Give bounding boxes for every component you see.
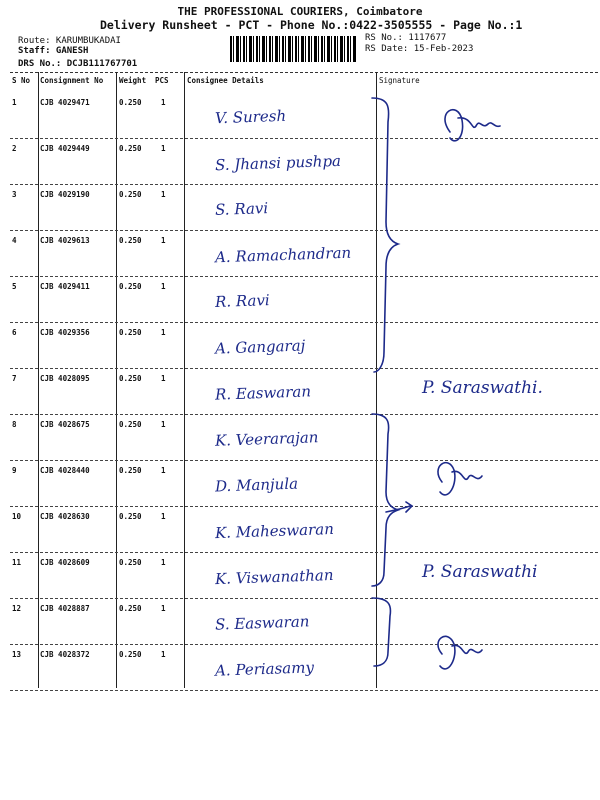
cell-sno: 3 xyxy=(12,190,17,199)
cell-pcs: 1 xyxy=(161,98,166,107)
consignee-name: S. Jhansi pushpa xyxy=(214,151,342,175)
cell-weight: 0.250 xyxy=(119,98,142,107)
cell-weight: 0.250 xyxy=(119,144,142,153)
cell-sno: 1 xyxy=(12,98,17,107)
consignee-name: K. Viswanathan xyxy=(214,565,334,589)
header-weight: Weight xyxy=(119,76,147,85)
runsheet-subtitle: Delivery Runsheet - PCT - Phone No.:0422-3505555 - Page No.:1 xyxy=(100,18,523,32)
cell-weight: 0.250 xyxy=(119,190,142,199)
route-label: Route: KARUMBUKADAI xyxy=(18,36,121,46)
cell-consignment: CJB 4028887 xyxy=(40,604,90,613)
cell-pcs: 1 xyxy=(161,466,166,475)
cell-pcs: 1 xyxy=(161,282,166,291)
cell-sno: 9 xyxy=(12,466,17,475)
cell-pcs: 1 xyxy=(161,650,166,659)
cell-consignment: CJB 4029356 xyxy=(40,328,90,337)
signature-scribble xyxy=(438,463,482,495)
bracket-mark xyxy=(372,598,390,666)
cell-consignment: CJB 4029471 xyxy=(40,98,90,107)
cell-weight: 0.250 xyxy=(119,374,142,383)
runsheet-table xyxy=(10,72,598,688)
cell-sno: 10 xyxy=(12,512,22,521)
cell-pcs: 1 xyxy=(161,604,166,613)
cell-pcs: 1 xyxy=(161,512,166,521)
cell-sno: 13 xyxy=(12,650,22,659)
consignee-name: A. Ramachandran xyxy=(214,243,352,267)
rs-date: RS Date: 15-Feb-2023 xyxy=(365,44,474,54)
bracket-mark xyxy=(372,98,398,372)
cell-pcs: 1 xyxy=(161,420,166,429)
cell-pcs: 1 xyxy=(161,144,166,153)
consignee-name: K. Veerarajan xyxy=(214,428,319,450)
cell-weight: 0.250 xyxy=(119,558,142,567)
consignee-name: A. Gangaraj xyxy=(214,336,306,358)
cell-consignment: CJB 4028630 xyxy=(40,512,90,521)
signature-text: P. Saraswathi. xyxy=(422,378,543,398)
cell-weight: 0.250 xyxy=(119,328,142,337)
company-title: THE PROFESSIONAL COURIERS, Coimbatore xyxy=(177,5,423,18)
header-signature: Signature xyxy=(379,76,420,85)
cell-weight: 0.250 xyxy=(119,512,142,521)
cell-sno: 7 xyxy=(12,374,17,383)
bracket-mark xyxy=(372,414,398,586)
consignee-name: S. Easwaran xyxy=(214,612,310,634)
cell-consignment: CJB 4029613 xyxy=(40,236,90,245)
consignee-name: D. Manjula xyxy=(214,474,299,496)
cell-weight: 0.250 xyxy=(119,466,142,475)
signature-scribble xyxy=(438,636,482,669)
signature-scribble xyxy=(445,110,500,141)
consignee-name: R. Easwaran xyxy=(214,382,312,404)
cell-consignment: CJB 4028675 xyxy=(40,420,90,429)
row-divider xyxy=(10,690,598,691)
cell-sno: 2 xyxy=(12,144,17,153)
cell-consignment: CJB 4029449 xyxy=(40,144,90,153)
cell-sno: 8 xyxy=(12,420,17,429)
cell-sno: 5 xyxy=(12,282,17,291)
cell-weight: 0.250 xyxy=(119,604,142,613)
cell-weight: 0.250 xyxy=(119,236,142,245)
cell-consignment: CJB 4028095 xyxy=(40,374,90,383)
consignee-name: R. Ravi xyxy=(214,291,270,311)
cell-consignment: CJB 4029190 xyxy=(40,190,90,199)
signature-text: P. Saraswathi xyxy=(422,562,538,582)
cell-sno: 11 xyxy=(12,558,22,567)
consignee-name: V. Suresh xyxy=(214,106,287,128)
consignee-name: S. Ravi xyxy=(214,199,269,219)
barcode-image xyxy=(230,36,356,62)
drs-number: DRS No.: DCJB111767701 xyxy=(18,59,138,69)
header-pcs: PCS xyxy=(155,76,169,85)
cell-sno: 4 xyxy=(12,236,17,245)
header-consignment: Consignment No xyxy=(40,76,104,85)
cell-sno: 12 xyxy=(12,604,22,613)
cell-sno: 6 xyxy=(12,328,17,337)
cell-weight: 0.250 xyxy=(119,420,142,429)
cell-consignment: CJB 4028440 xyxy=(40,466,90,475)
cell-consignment: CJB 4029411 xyxy=(40,282,90,291)
staff-label: Staff: GANESH xyxy=(18,46,89,56)
cell-pcs: 1 xyxy=(161,374,166,383)
consignee-name: A. Periasamy xyxy=(214,658,315,680)
cell-pcs: 1 xyxy=(161,328,166,337)
cell-weight: 0.250 xyxy=(119,650,142,659)
cell-weight: 0.250 xyxy=(119,282,142,291)
cell-consignment: CJB 4028609 xyxy=(40,558,90,567)
cell-pcs: 1 xyxy=(161,558,166,567)
rs-number: RS No.: 1117677 xyxy=(365,33,447,43)
consignee-name: K. Maheswaran xyxy=(214,519,335,543)
header-sno: S No xyxy=(12,76,31,85)
cell-pcs: 1 xyxy=(161,236,166,245)
cell-consignment: CJB 4028372 xyxy=(40,650,90,659)
header-consignee: Consignee Details xyxy=(187,76,264,85)
cell-pcs: 1 xyxy=(161,190,166,199)
